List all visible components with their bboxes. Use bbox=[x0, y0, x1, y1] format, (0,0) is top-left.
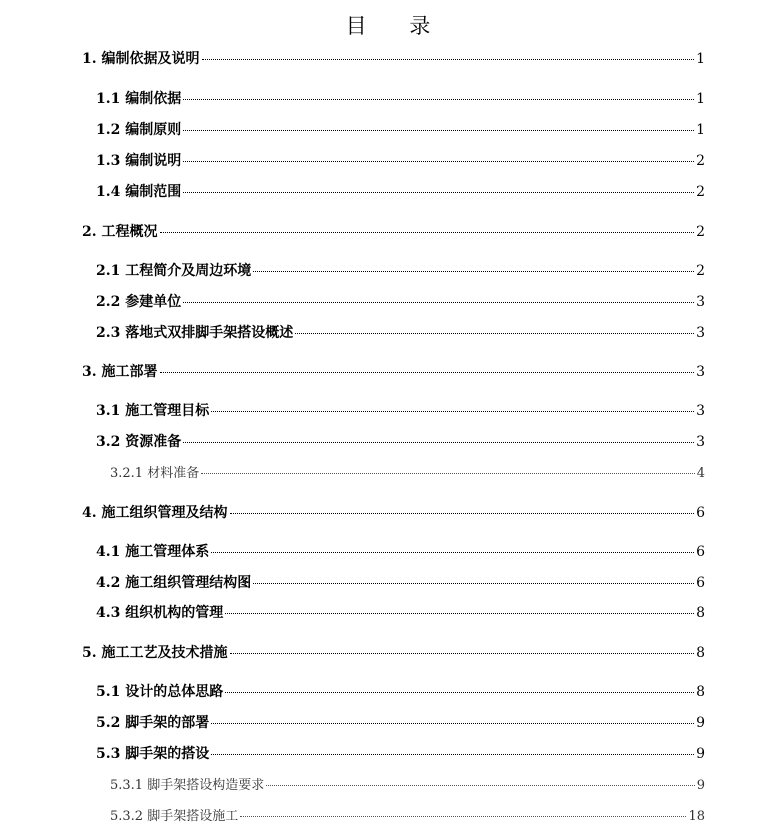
dot-leader bbox=[183, 302, 694, 303]
toc-entry[interactable] bbox=[96, 431, 705, 451]
dot-leader bbox=[160, 232, 695, 233]
dot-leader bbox=[183, 161, 694, 162]
toc-entry-label: 5.2 脚手架的部署 bbox=[96, 715, 210, 731]
toc-entry-page: 1 bbox=[696, 51, 705, 67]
toc-entry-label: 2.1 工程简介及周边环境 bbox=[96, 263, 252, 279]
toc-entry-page: 1 bbox=[696, 91, 705, 107]
toc-entry[interactable] bbox=[110, 774, 705, 793]
dot-leader bbox=[211, 754, 694, 755]
toc-entry-label: 5.1 设计的总体思路 bbox=[96, 684, 224, 700]
toc-entry[interactable] bbox=[82, 642, 705, 662]
toc-entry[interactable] bbox=[82, 221, 705, 241]
toc-entry-page: 18 bbox=[688, 809, 705, 824]
dot-leader bbox=[230, 653, 695, 654]
toc-entry[interactable] bbox=[82, 48, 705, 68]
toc-entry-label: 1.2 编制原则 bbox=[96, 122, 182, 138]
toc-entry-page: 8 bbox=[696, 645, 705, 661]
toc-entry-page: 4 bbox=[696, 466, 705, 481]
dot-leader bbox=[230, 513, 695, 514]
toc-entry-label: 4.1 施工管理体系 bbox=[96, 544, 210, 560]
toc-entry[interactable] bbox=[96, 322, 705, 342]
toc-entry-page: 2 bbox=[696, 153, 705, 169]
toc-entry-page: 9 bbox=[696, 715, 705, 731]
toc-entry[interactable] bbox=[96, 119, 705, 139]
toc-entry[interactable] bbox=[96, 541, 705, 561]
toc-entry-page: 6 bbox=[696, 544, 705, 560]
toc-entry-page: 1 bbox=[696, 122, 705, 138]
toc-entry-page: 9 bbox=[696, 746, 705, 762]
toc-entry[interactable] bbox=[82, 361, 705, 381]
toc-entry-label: 1.4 编制范围 bbox=[96, 184, 182, 200]
toc-entry[interactable] bbox=[82, 502, 705, 522]
toc-entry[interactable] bbox=[96, 572, 705, 592]
dot-leader bbox=[183, 192, 694, 193]
dot-leader bbox=[183, 99, 694, 100]
dot-leader bbox=[211, 552, 694, 553]
toc-entry-page: 8 bbox=[696, 684, 705, 700]
toc-entry-page: 3 bbox=[696, 434, 705, 450]
dot-leader bbox=[295, 333, 694, 334]
toc-entry-label: 2.2 参建单位 bbox=[96, 294, 182, 310]
toc-entry-page: 3 bbox=[696, 364, 705, 380]
dot-leader bbox=[201, 473, 695, 474]
toc-entry[interactable] bbox=[110, 462, 705, 481]
toc-entry-page: 9 bbox=[696, 778, 705, 793]
toc-entry[interactable] bbox=[96, 291, 705, 311]
toc-entry-label: 3. 施工部署 bbox=[82, 364, 158, 380]
toc-entry-page: 2 bbox=[696, 263, 705, 279]
toc-entry[interactable] bbox=[96, 150, 705, 170]
toc-entry-label: 1.3 编制说明 bbox=[96, 153, 182, 169]
dot-leader bbox=[266, 785, 695, 786]
toc-entry-label: 2.3 落地式双排脚手架搭设概述 bbox=[96, 325, 294, 341]
toc-entry[interactable] bbox=[96, 181, 705, 201]
toc-entry[interactable] bbox=[96, 681, 705, 701]
toc-entry-label: 3.2 资源准备 bbox=[96, 434, 182, 450]
dot-leader bbox=[160, 372, 695, 373]
dot-leader bbox=[183, 442, 694, 443]
toc-entry-label: 3.2.1 材料准备 bbox=[110, 466, 200, 481]
toc-entry-label: 1. 编制依据及说明 bbox=[82, 51, 200, 67]
toc-entry[interactable] bbox=[110, 805, 705, 824]
toc-entry-page: 3 bbox=[696, 294, 705, 310]
page-title: 目 录 bbox=[345, 14, 449, 38]
toc-entry-page: 3 bbox=[696, 403, 705, 419]
toc-entry-label: 4. 施工组织管理及结构 bbox=[82, 505, 228, 521]
toc-entry-label: 5.3 脚手架的搭设 bbox=[96, 746, 210, 762]
toc-entry-label: 5. 施工工艺及技术措施 bbox=[82, 645, 228, 661]
toc-entry[interactable] bbox=[96, 602, 705, 622]
dot-leader bbox=[211, 411, 694, 412]
toc-entry-page: 6 bbox=[696, 505, 705, 521]
dot-leader bbox=[253, 271, 694, 272]
dot-leader bbox=[183, 130, 694, 131]
dot-leader bbox=[211, 723, 694, 724]
dot-leader bbox=[240, 816, 686, 817]
dot-leader bbox=[225, 613, 694, 614]
dot-leader bbox=[253, 583, 694, 584]
toc-entry-label: 3.1 施工管理目标 bbox=[96, 403, 210, 419]
toc-entry[interactable] bbox=[96, 400, 705, 420]
toc-entry-label: 4.3 组织机构的管理 bbox=[96, 605, 224, 621]
toc-entry-label: 4.2 施工组织管理结构图 bbox=[96, 575, 252, 591]
toc-entry-label: 1.1 编制依据 bbox=[96, 91, 182, 107]
toc-entry[interactable] bbox=[96, 88, 705, 108]
toc-entry-page: 2 bbox=[696, 184, 705, 200]
toc-entry[interactable] bbox=[96, 260, 705, 280]
toc-entry-label: 5.3.2 脚手架搭设施工 bbox=[110, 809, 239, 824]
toc-entry-label: 5.3.1 脚手架搭设构造要求 bbox=[110, 778, 265, 793]
toc-entry[interactable] bbox=[96, 743, 705, 763]
toc-entry-page: 8 bbox=[696, 605, 705, 621]
toc-entry[interactable] bbox=[96, 712, 705, 732]
dot-leader bbox=[202, 59, 695, 60]
toc-entry-page: 3 bbox=[696, 325, 705, 341]
toc-entry-label: 2. 工程概况 bbox=[82, 224, 158, 240]
dot-leader bbox=[225, 692, 694, 693]
toc-entry-page: 2 bbox=[696, 224, 705, 240]
toc-entry-page: 6 bbox=[696, 575, 705, 591]
